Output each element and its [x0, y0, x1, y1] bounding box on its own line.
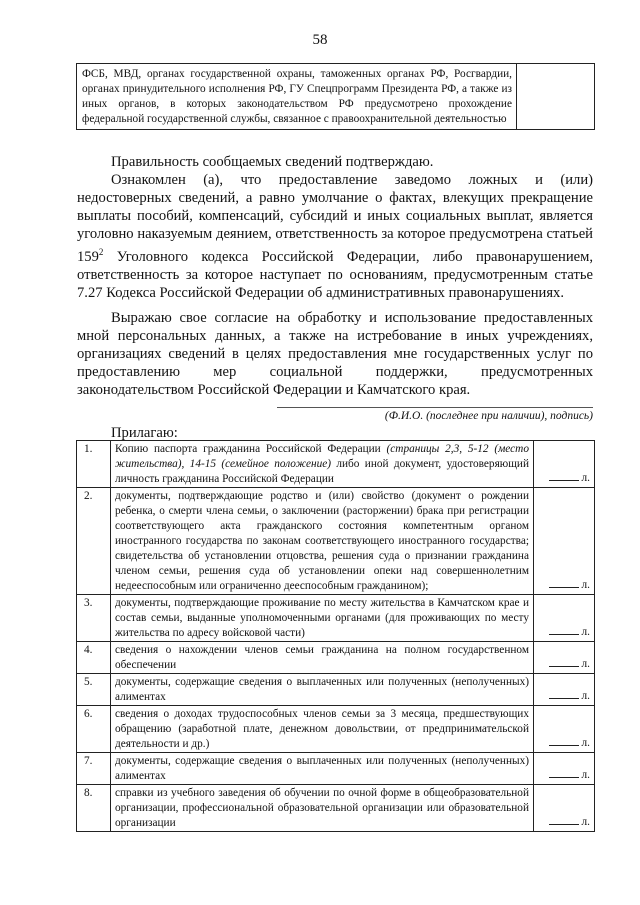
- sheets-count-field[interactable]: [549, 587, 579, 588]
- attachment-sheets-cell: [534, 674, 595, 706]
- sheets-unit: л.: [581, 472, 590, 484]
- confirm-paragraph: [77, 153, 593, 171]
- attachment-number: 2.: [77, 488, 111, 595]
- attachment-description-part: документы, содержащие сведения о выплаченных или полученных (неполученных) алиментах: [115, 676, 529, 703]
- sheets-count-field[interactable]: [549, 634, 579, 635]
- sheets-count-field[interactable]: [549, 777, 579, 778]
- sheets-count-field[interactable]: [549, 480, 579, 481]
- attachments-body: [77, 441, 595, 832]
- attachment-sheets-cell: [534, 441, 595, 488]
- warning-text-start: Ознакомлен (а), что предоставление заведомо ложных и (или) недостоверных сведений, а равно умолчание о фактах, влекущих прекращение выплаты пособий, компенсаций, субсидий и иных социальных выплат, является уголовно наказуемым деянием, ответственность за которое предусмотрена статьей 159: [77, 172, 593, 265]
- attachment-description: [111, 753, 534, 785]
- consent-paragraph: [77, 309, 593, 399]
- top-table-text: ФСБ, МВД, органах государственной охраны, таможенных органах РФ, Росгвардии, органах принудительного исполнения РФ, ГУ Спецпрограмм Президента РФ, а также из иных органов, в которых законодательством РФ предусмотрено прохождение федеральной государственной службы, связанное с правоохранительной деятельностью: [77, 64, 517, 130]
- sheets-unit: л.: [581, 769, 590, 781]
- attachment-description: [111, 441, 534, 488]
- signature-line[interactable]: [277, 407, 593, 408]
- attachment-number: 7.: [77, 753, 111, 785]
- attachment-description-part: Копию паспорта гражданина Российской Федерации: [115, 443, 387, 455]
- sheets-unit: л.: [581, 816, 590, 828]
- sheets-count-field[interactable]: [549, 666, 579, 667]
- article-superscript: 2: [98, 247, 104, 257]
- sheets-unit: л.: [581, 658, 590, 670]
- top-table: [76, 63, 595, 130]
- top-table-empty-cell: [517, 64, 595, 130]
- attachment-description: [111, 674, 534, 706]
- page-number: 58: [312, 32, 328, 48]
- attachment-row: [77, 706, 595, 753]
- attachment-row: [77, 753, 595, 785]
- attachment-description-part: либо иной документ, удостоверяющий личность гражданина Российской Федерации: [115, 458, 529, 485]
- sheets-count-field[interactable]: [549, 698, 579, 699]
- attachment-sheets-cell: [534, 488, 595, 595]
- sheets-unit: л.: [581, 737, 590, 749]
- sheets-unit: л.: [581, 579, 590, 591]
- confirm-text: Правильность сообщаемых сведений подтверждаю.: [111, 154, 434, 170]
- attachment-number: 4.: [77, 642, 111, 674]
- attachment-description-part: документы, подтверждающие проживание по месту жительства в Камчатском крае и состав семьи, выданные уполномоченными органами (для проживающих по месту жительства по адресу войсковой части): [115, 597, 529, 639]
- attachment-sheets-cell: [534, 706, 595, 753]
- attachment-sheets-cell: [534, 785, 595, 832]
- attachment-sheets-cell: [534, 753, 595, 785]
- attachment-row: [77, 488, 595, 595]
- attachment-description: [111, 595, 534, 642]
- attachment-row: [77, 642, 595, 674]
- attachment-row: [77, 674, 595, 706]
- attachment-number: 1.: [77, 441, 111, 488]
- sheets-count-field[interactable]: [549, 824, 579, 825]
- attachment-description-part: сведения о нахождении членов семьи гражданина на полном государственном обеспечении: [115, 644, 529, 671]
- sheets-count-field[interactable]: [549, 745, 579, 746]
- attachment-sheets-cell: [534, 595, 595, 642]
- attachment-row: [77, 595, 595, 642]
- attachment-description-part: справки из учебного заведения об обучении по очной форме в общеобразовательной организации, профессиональной образовательной организации или образовательной организации: [115, 787, 529, 829]
- attachment-description-part: документы, подтверждающие родство и (или) свойство (документ о рождении ребенка, о смерти члена семьи, о заключении (расторжении) брака при регистрации соответствующего акта гражданского состояния компетентным органом иностранного государства по законам соответствующего иностранного государства; свидетельства об установлении отцовства, решения суда о признании гражданина членом семьи, решения суда об установлении опеки над совершеннолетним недееспособным или ограниченно дееспособным гражданином);: [115, 490, 529, 592]
- consent-text: Выражаю свое согласие на обработку и использование предоставленных мной персональных данных, а также на истребование в иных учреждениях, организациях сведений в целях предоставления мне государственных услуг по предоставлению мер социальной поддержки, предусмотренных законодательством Российской Федерации и Камчатского края.: [77, 310, 593, 398]
- warning-text-end: Уголовного кодекса Российской Федерации, либо правонарушением, ответственность за которое наступает по основаниям, предусмотренным статье 7.27 Кодекса Российской Федерации об административных правонарушениях.: [77, 248, 593, 301]
- attachment-row: [77, 785, 595, 832]
- attachment-number: 6.: [77, 706, 111, 753]
- attachment-row: [77, 441, 595, 488]
- sheets-unit: л.: [581, 626, 590, 638]
- attachment-sheets-cell: [534, 642, 595, 674]
- signature-caption: (Ф.И.О. (последнее при наличии), подпись): [384, 410, 593, 422]
- warning-paragraph: [77, 171, 593, 302]
- attachment-description: [111, 785, 534, 832]
- attachment-number: 3.: [77, 595, 111, 642]
- attachments-label: Прилагаю:: [111, 425, 178, 441]
- attachment-description: [111, 488, 534, 595]
- attachments-table: [76, 440, 595, 832]
- attachment-description: [111, 642, 534, 674]
- attachment-number: 8.: [77, 785, 111, 832]
- attachment-description-part: сведения о доходах трудоспособных членов семьи за 3 месяца, предшествующих обращению (заработной плате, денежном довольствии, от предпринимательской деятельности и др.): [115, 708, 529, 750]
- attachment-description: [111, 706, 534, 753]
- top-table-row: [77, 64, 595, 130]
- attachment-number: 5.: [77, 674, 111, 706]
- warning-text: [77, 171, 593, 302]
- attachment-description-part: (страницы 2,3, 5-12 (место жительства), 14-15 (семейное положение): [115, 443, 529, 470]
- sheets-unit: л.: [581, 690, 590, 702]
- attachment-description-part: документы, содержащие сведения о выплаченных или полученных (неполученных) алиментах: [115, 755, 529, 782]
